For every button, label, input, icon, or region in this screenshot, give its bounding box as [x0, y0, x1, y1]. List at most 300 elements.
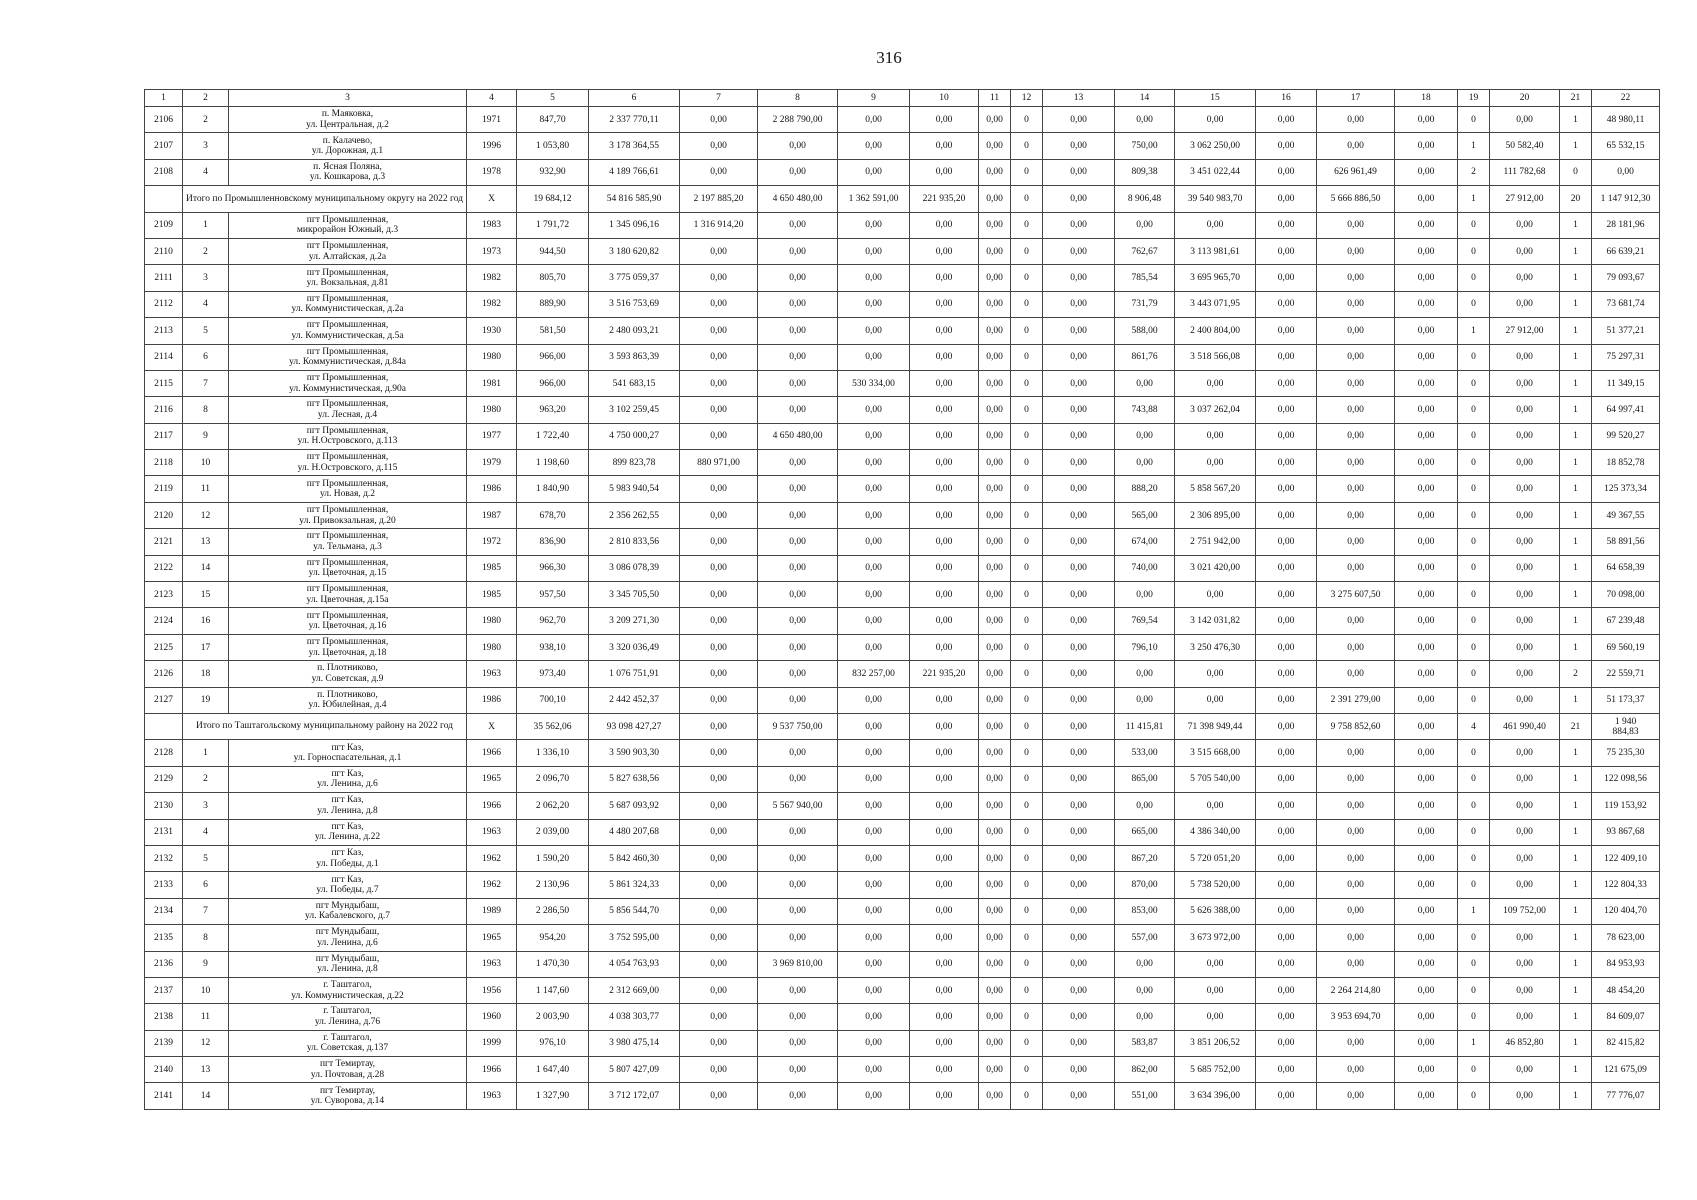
table-cell: 1 — [1560, 793, 1592, 819]
table-cell: 84 609,07 — [1592, 1004, 1660, 1030]
table-cell: 27 912,00 — [1490, 186, 1560, 212]
table-cell: 0,00 — [680, 529, 758, 555]
table-cell: 0,00 — [838, 1083, 910, 1109]
table-cell: 0,00 — [979, 925, 1011, 951]
table-cell: 2 130,96 — [517, 872, 589, 898]
table-cell: 0,00 — [1256, 925, 1317, 951]
table-cell: 1 — [1560, 925, 1592, 951]
table-cell: 0,00 — [758, 450, 838, 476]
table-cell: 0,00 — [1256, 318, 1317, 344]
table-cell: 0 — [1011, 502, 1043, 528]
table-cell: 0,00 — [979, 819, 1011, 845]
table-cell: 1 — [1458, 1030, 1490, 1056]
table-cell: 0,00 — [758, 555, 838, 581]
table-cell: 0,00 — [1317, 502, 1395, 528]
table-cell: 1980 — [467, 397, 517, 423]
table-cell: 0,00 — [758, 740, 838, 766]
table-cell: 10 — [183, 450, 229, 476]
table-cell: 1982 — [467, 265, 517, 291]
table-cell: 0 — [1011, 661, 1043, 687]
table-cell: 1 — [1560, 212, 1592, 238]
table-cell: 0,00 — [1115, 793, 1175, 819]
table-cell: 541 683,15 — [589, 370, 680, 396]
table-cell: 0,00 — [1256, 898, 1317, 924]
table-cell: 899 823,78 — [589, 450, 680, 476]
table-cell: 14 — [183, 555, 229, 581]
table-cell: 0,00 — [1490, 845, 1560, 871]
table-cell: 0 — [1011, 1083, 1043, 1109]
table-cell: 2 — [183, 238, 229, 264]
table-cell: 1 316 914,20 — [680, 212, 758, 238]
table-cell: 0,00 — [979, 977, 1011, 1003]
column-header: 8 — [758, 90, 838, 107]
table-cell: 2130 — [145, 793, 183, 819]
table-cell: 0,00 — [1317, 318, 1395, 344]
table-row — [145, 265, 1660, 291]
table-cell: 0 — [1458, 529, 1490, 555]
table-cell: 0,00 — [979, 107, 1011, 133]
table-cell: 0,00 — [1317, 107, 1395, 133]
table-cell: 0,00 — [758, 819, 838, 845]
table-cell: 4 — [183, 291, 229, 317]
table-cell: 0 — [1011, 925, 1043, 951]
table-cell: 3 113 981,61 — [1175, 238, 1256, 264]
table-cell: 2122 — [145, 555, 183, 581]
table-cell: 0,00 — [1490, 977, 1560, 1003]
table-cell: 2123 — [145, 582, 183, 608]
table-cell: 0,00 — [910, 450, 979, 476]
table-cell: 0,00 — [910, 845, 979, 871]
table-cell: 13 — [183, 529, 229, 555]
table-cell: 0,00 — [680, 634, 758, 660]
table-cell: 1982 — [467, 291, 517, 317]
table-cell: 0 — [1458, 687, 1490, 713]
table-cell: 1980 — [467, 344, 517, 370]
table-cell: 0 — [1011, 476, 1043, 502]
table-cell: 1 — [1560, 502, 1592, 528]
table-cell: 5 705 540,00 — [1175, 766, 1256, 792]
table-cell: 0,00 — [758, 318, 838, 344]
table-cell: 3 775 059,37 — [589, 265, 680, 291]
table-cell: 0,00 — [1317, 1083, 1395, 1109]
table-cell: 0,00 — [680, 159, 758, 185]
table-cell: 0,00 — [680, 291, 758, 317]
table-cell: 0,00 — [1256, 608, 1317, 634]
table-cell: 0 — [1011, 186, 1043, 212]
table-cell: 1 053,80 — [517, 133, 589, 159]
table-cell: 1 — [1560, 687, 1592, 713]
table-cell: 0,00 — [838, 318, 910, 344]
table-row — [145, 133, 1660, 159]
table-cell: 0,00 — [680, 370, 758, 396]
table-cell: 785,54 — [1115, 265, 1175, 291]
table-cell: 0,00 — [979, 344, 1011, 370]
table-cell: 0,00 — [838, 713, 910, 739]
table-cell: 0,00 — [979, 951, 1011, 977]
table-cell: 0,00 — [979, 502, 1011, 528]
table-cell: 0,00 — [1256, 529, 1317, 555]
address-cell: пгт Промышленная, ул. Алтайская, д.2а — [228, 238, 466, 264]
table-cell: 1956 — [467, 977, 517, 1003]
table-cell: 1 — [1560, 529, 1592, 555]
table-cell: 0,00 — [910, 740, 979, 766]
table-cell: 0,00 — [1317, 370, 1395, 396]
table-cell: 46 852,80 — [1490, 1030, 1560, 1056]
table-cell: 18 — [183, 661, 229, 687]
address-cell: пгт Промышленная, ул. Новая, д.2 — [228, 476, 466, 502]
table-cell: 2120 — [145, 502, 183, 528]
table-cell: 0,00 — [1317, 397, 1395, 423]
table-cell: 0,00 — [838, 766, 910, 792]
address-cell: г. Таштагол, ул. Ленина, д.76 — [228, 1004, 466, 1030]
table-cell: 5 827 638,56 — [589, 766, 680, 792]
table-cell: 12 — [183, 1030, 229, 1056]
table-cell: 0,00 — [1490, 661, 1560, 687]
table-cell — [145, 713, 183, 739]
table-cell: 0,00 — [838, 238, 910, 264]
table-cell: 11 — [183, 476, 229, 502]
table-cell: 461 990,40 — [1490, 713, 1560, 739]
address-cell: п. Калачево, ул. Дорожная, д.1 — [228, 133, 466, 159]
address-cell: пгт Мундыбаш, ул. Кабалевского, д.7 — [228, 898, 466, 924]
table-cell: 1 — [1560, 819, 1592, 845]
table-row — [145, 397, 1660, 423]
table-cell: 0,00 — [758, 977, 838, 1003]
table-cell: 0,00 — [680, 397, 758, 423]
table-cell: 0,00 — [910, 1057, 979, 1083]
table-cell: 99 520,27 — [1592, 423, 1660, 449]
column-header: 20 — [1490, 90, 1560, 107]
table-cell: 48 980,11 — [1592, 107, 1660, 133]
table-cell: 0,00 — [1395, 265, 1458, 291]
table-cell: 0,00 — [680, 582, 758, 608]
table-cell: 0 — [1011, 318, 1043, 344]
table-cell: 0,00 — [1175, 107, 1256, 133]
table-cell: 0,00 — [1490, 423, 1560, 449]
table-cell: 0,00 — [1317, 238, 1395, 264]
table-cell: 954,20 — [517, 925, 589, 951]
address-cell: пгт Промышленная, ул. Коммунистическая, д.5а — [228, 318, 466, 344]
table-cell: 0,00 — [1115, 212, 1175, 238]
table-cell: 0,00 — [1256, 713, 1317, 739]
table-cell: 0 — [1458, 502, 1490, 528]
column-header: 15 — [1175, 90, 1256, 107]
table-cell: 2135 — [145, 925, 183, 951]
table-cell: 0,00 — [910, 1030, 979, 1056]
table-cell: 0,00 — [1317, 740, 1395, 766]
column-header: 1 — [145, 90, 183, 107]
table-cell: 581,50 — [517, 318, 589, 344]
table-cell: 0,00 — [838, 502, 910, 528]
table-cell: 0,00 — [1043, 819, 1115, 845]
address-cell: г. Таштагол, ул. Советская, д.137 — [228, 1030, 466, 1056]
table-cell: 2127 — [145, 687, 183, 713]
table-cell: 862,00 — [1115, 1057, 1175, 1083]
table-cell: 4 386 340,00 — [1175, 819, 1256, 845]
table-cell: 0,00 — [1317, 1057, 1395, 1083]
table-cell: 0 — [1458, 212, 1490, 238]
table-cell: 5 842 460,30 — [589, 845, 680, 871]
table-cell: 75 297,31 — [1592, 344, 1660, 370]
table-cell: 0 — [1011, 1057, 1043, 1083]
table-cell: 1962 — [467, 845, 517, 871]
address-cell: пгт Промышленная, микрорайон Южный, д.3 — [228, 212, 466, 238]
table-cell: 0,00 — [680, 925, 758, 951]
table-cell: 2118 — [145, 450, 183, 476]
table-cell: 0,00 — [1317, 793, 1395, 819]
table-cell: 0 — [1011, 872, 1043, 898]
address-cell: пгт Каз, ул. Победы, д.1 — [228, 845, 466, 871]
table-cell: 880 971,00 — [680, 450, 758, 476]
table-cell: 64 658,39 — [1592, 555, 1660, 581]
table-cell: 0,00 — [979, 582, 1011, 608]
table-cell: 0,00 — [1395, 1030, 1458, 1056]
table-cell: 0 — [1011, 819, 1043, 845]
table-cell: 1 — [1560, 634, 1592, 660]
table-cell: 3 712 172,07 — [589, 1083, 680, 1109]
table-cell: 0,00 — [680, 766, 758, 792]
table-cell: 2109 — [145, 212, 183, 238]
table-cell: 2131 — [145, 819, 183, 845]
table-cell: 0,00 — [910, 502, 979, 528]
table-cell: 4 054 763,93 — [589, 951, 680, 977]
table-cell: 1999 — [467, 1030, 517, 1056]
table-cell: 0,00 — [1395, 634, 1458, 660]
table-cell: 1 647,40 — [517, 1057, 589, 1083]
table-cell: 0,00 — [1256, 687, 1317, 713]
table-row — [145, 740, 1660, 766]
table-row — [145, 476, 1660, 502]
table-cell: 2138 — [145, 1004, 183, 1030]
table-cell: 0,00 — [1115, 951, 1175, 977]
table-cell: 0 — [1458, 476, 1490, 502]
table-cell: 8 — [183, 397, 229, 423]
table-cell: 3 980 475,14 — [589, 1030, 680, 1056]
table-cell: 17 — [183, 634, 229, 660]
table-row — [145, 450, 1660, 476]
table-cell: 0,00 — [1395, 766, 1458, 792]
column-header: 10 — [910, 90, 979, 107]
table-cell: 54 816 585,90 — [589, 186, 680, 212]
table-cell: 0,00 — [1490, 1083, 1560, 1109]
table-cell: 0,00 — [979, 450, 1011, 476]
table-cell: 0,00 — [680, 819, 758, 845]
table-cell: 122 409,10 — [1592, 845, 1660, 871]
table-cell: 0,00 — [979, 661, 1011, 687]
table-cell: 0 — [1011, 898, 1043, 924]
table-cell: 731,79 — [1115, 291, 1175, 317]
table-cell: 69 560,19 — [1592, 634, 1660, 660]
table-cell: 2 312 669,00 — [589, 977, 680, 1003]
table-cell: 0,00 — [1395, 582, 1458, 608]
table-cell: 0,00 — [910, 318, 979, 344]
table-cell: 0,00 — [758, 898, 838, 924]
table-cell: 58 891,56 — [1592, 529, 1660, 555]
table-cell: 0,00 — [758, 344, 838, 370]
table-cell: 78 623,00 — [1592, 925, 1660, 951]
table-cell: 20 — [1560, 186, 1592, 212]
table-cell: 1 — [1560, 107, 1592, 133]
table-cell: 2 810 833,56 — [589, 529, 680, 555]
table-cell: 0,00 — [838, 1057, 910, 1083]
table-cell: 119 153,92 — [1592, 793, 1660, 819]
table-cell: 0,00 — [1395, 898, 1458, 924]
table-cell: 583,87 — [1115, 1030, 1175, 1056]
table-cell: 0,00 — [1490, 344, 1560, 370]
table-cell: 93 098 427,27 — [589, 713, 680, 739]
table-cell: 2129 — [145, 766, 183, 792]
table-cell: 3 752 595,00 — [589, 925, 680, 951]
table-cell: 1 — [1560, 1057, 1592, 1083]
table-cell: 957,50 — [517, 582, 589, 608]
table-cell: 1986 — [467, 687, 517, 713]
table-cell: 0,00 — [910, 634, 979, 660]
table-cell: 805,70 — [517, 265, 589, 291]
table-cell: 3 178 364,55 — [589, 133, 680, 159]
table-cell: 530 334,00 — [838, 370, 910, 396]
table-cell: 0,00 — [838, 476, 910, 502]
table-cell: 1962 — [467, 872, 517, 898]
table-cell: 0,00 — [1490, 793, 1560, 819]
table-cell: 0,00 — [1490, 212, 1560, 238]
table-cell: 853,00 — [1115, 898, 1175, 924]
table-cell: 0,00 — [1490, 1004, 1560, 1030]
table-cell: 0,00 — [1043, 186, 1115, 212]
table-cell: 1989 — [467, 898, 517, 924]
table-cell: 27 912,00 — [1490, 318, 1560, 344]
table-cell: 21 — [1560, 713, 1592, 739]
table-cell: 3 695 965,70 — [1175, 265, 1256, 291]
address-cell: пгт Каз, ул. Ленина, д.6 — [228, 766, 466, 792]
table-cell: 0,00 — [1256, 1004, 1317, 1030]
column-header: 9 — [838, 90, 910, 107]
table-cell: 0,00 — [1490, 238, 1560, 264]
table-cell: 2134 — [145, 898, 183, 924]
table-cell: 1 147 912,30 — [1592, 186, 1660, 212]
table-cell: 51 173,37 — [1592, 687, 1660, 713]
table-cell: 0,00 — [1175, 450, 1256, 476]
table-cell: 1966 — [467, 740, 517, 766]
table-cell: 0,00 — [758, 634, 838, 660]
table-cell: 0,00 — [838, 977, 910, 1003]
table-cell: 18 852,78 — [1592, 450, 1660, 476]
table-cell: 0,00 — [1043, 1083, 1115, 1109]
table-cell: 966,00 — [517, 344, 589, 370]
table-cell: 0,00 — [1395, 423, 1458, 449]
table-cell: 0,00 — [680, 476, 758, 502]
table-cell: 0,00 — [1317, 133, 1395, 159]
table-cell: 976,10 — [517, 1030, 589, 1056]
table-cell: 0,00 — [758, 476, 838, 502]
table-cell: 0,00 — [680, 713, 758, 739]
table-cell: 865,00 — [1115, 766, 1175, 792]
table-cell: 10 — [183, 977, 229, 1003]
table-cell: 0,00 — [1043, 713, 1115, 739]
table-cell: 0,00 — [1256, 212, 1317, 238]
table-cell: 1963 — [467, 661, 517, 687]
table-cell: 49 367,55 — [1592, 502, 1660, 528]
table-cell: 4 038 303,77 — [589, 1004, 680, 1030]
table-cell: 2 400 804,00 — [1175, 318, 1256, 344]
table-cell: 0,00 — [1395, 713, 1458, 739]
table-cell: 0,00 — [838, 845, 910, 871]
table-cell: 0,00 — [1256, 450, 1317, 476]
table-cell: 0,00 — [1043, 872, 1115, 898]
table-cell: 2110 — [145, 238, 183, 264]
table-cell: 0,00 — [1043, 397, 1115, 423]
table-cell: 1965 — [467, 766, 517, 792]
table-cell: 0,00 — [1317, 661, 1395, 687]
table-cell: 0,00 — [979, 397, 1011, 423]
column-header: 18 — [1395, 90, 1458, 107]
table-cell: 0,00 — [1317, 845, 1395, 871]
table-cell: 0 — [1458, 1083, 1490, 1109]
table-cell: 0,00 — [680, 661, 758, 687]
table-cell: 0,00 — [680, 107, 758, 133]
table-cell: 0,00 — [1490, 529, 1560, 555]
table-cell: 1977 — [467, 423, 517, 449]
table-cell: 2137 — [145, 977, 183, 1003]
table-cell: 2 442 452,37 — [589, 687, 680, 713]
table-cell: 0 — [1011, 555, 1043, 581]
table-cell: 0,00 — [1115, 423, 1175, 449]
table-cell: 4 — [1458, 713, 1490, 739]
table-cell: 870,00 — [1115, 872, 1175, 898]
table-cell: 0,00 — [1395, 740, 1458, 766]
address-cell: пгт Промышленная, ул. Цветочная, д.15а — [228, 582, 466, 608]
table-cell: 4 480 207,68 — [589, 819, 680, 845]
table-cell: 551,00 — [1115, 1083, 1175, 1109]
table-cell: 2124 — [145, 608, 183, 634]
table-body — [145, 107, 1660, 1110]
table-cell: 0,00 — [1256, 582, 1317, 608]
table-cell: 0,00 — [1256, 502, 1317, 528]
table-row — [145, 872, 1660, 898]
table-cell: 3 518 566,08 — [1175, 344, 1256, 370]
table-cell: 0,00 — [680, 872, 758, 898]
table-cell: 2 — [183, 107, 229, 133]
table-cell: 0,00 — [979, 793, 1011, 819]
table-cell: 2114 — [145, 344, 183, 370]
table-cell: 84 953,93 — [1592, 951, 1660, 977]
table-cell: 0,00 — [910, 1083, 979, 1109]
table-cell: 0,00 — [1043, 793, 1115, 819]
table-cell: 0,00 — [1490, 397, 1560, 423]
table-cell: 0,00 — [1490, 265, 1560, 291]
table-cell: 1981 — [467, 370, 517, 396]
address-cell: п. Плотниково, ул. Юбилейная, д.4 — [228, 687, 466, 713]
table-cell: 0,00 — [758, 133, 838, 159]
table-cell: 0,00 — [758, 1057, 838, 1083]
table-cell: 0,00 — [910, 977, 979, 1003]
table-cell: 0,00 — [838, 423, 910, 449]
table-cell: 847,70 — [517, 107, 589, 133]
table-cell: 0,00 — [1490, 608, 1560, 634]
table-cell: 0,00 — [979, 1083, 1011, 1109]
table-cell: 861,76 — [1115, 344, 1175, 370]
table-cell: 1 791,72 — [517, 212, 589, 238]
table-cell: 0,00 — [1317, 925, 1395, 951]
table-cell: 5 858 567,20 — [1175, 476, 1256, 502]
table-cell: 1985 — [467, 582, 517, 608]
table-cell: 588,00 — [1115, 318, 1175, 344]
table-cell: 0,00 — [680, 238, 758, 264]
table-header — [145, 90, 1660, 107]
table-cell: 0,00 — [1175, 1004, 1256, 1030]
table-cell: 0,00 — [1395, 212, 1458, 238]
table-cell: 79 093,67 — [1592, 265, 1660, 291]
table-cell: 0,00 — [1256, 845, 1317, 871]
